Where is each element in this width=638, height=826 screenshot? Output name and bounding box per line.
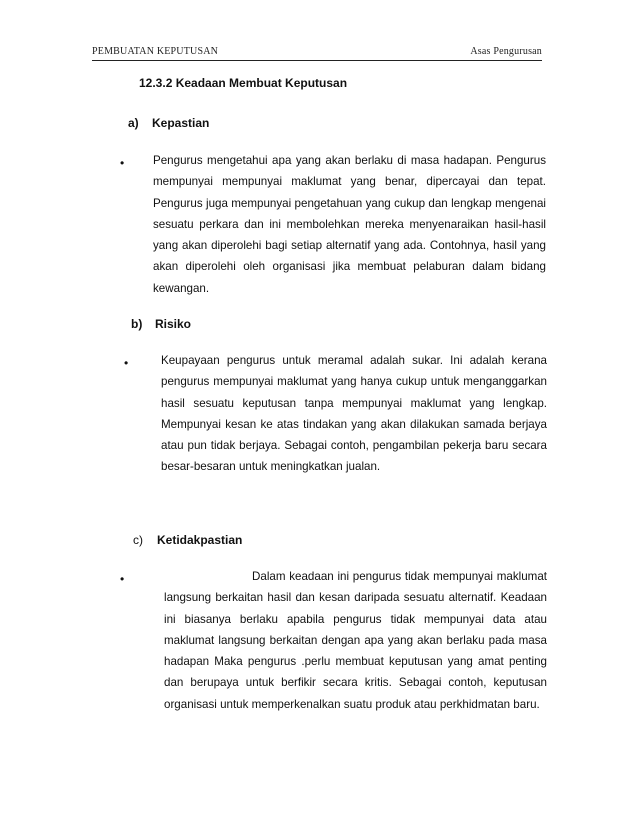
subsection-title-a: Kepastian (152, 116, 210, 130)
bullet-b: • (124, 356, 129, 370)
subsection-heading-c (133, 533, 242, 547)
subsection-title-b: Risiko (155, 317, 192, 331)
paragraph-c-text: Dalam keadaan ini pengurus tidak mempunyai maklumat langsung berkaitan hasil dan kesan daripada sesuatu alternatif. Keadaan ini biasanya berlaku apabila pengurus tidak mempunyai data atau maklumat langsung berkaitan dengan apa yang akan berlaku pada masa hadapan Maka pengurus .perlu membuat keputusan yang amat penting dan berupaya untuk berfikir secara kritis. Sebagai contoh, keputusan organisasi untuk memperkenalkan suatu produk atau perkhidmatan baru. (164, 570, 547, 711)
paragraph-b: Keupayaan pengurus untuk meramal adalah sukar. Ini adalah kerana pengurus mempunyai maklumat yang hanya cukup untuk menganggarkan hasil sesuatu keputusan tanpa mempunyai maklumat yang lengkap. Mempunyai kesan ke atas tindakan yang akan dilakukan samada berjaya atau pun tidak berjaya. Sebagai contoh, pengambilan pekerja baru secara besar-besaran untuk meningkatkan jualan. (161, 354, 547, 474)
subsection-letter-a: a) (128, 116, 139, 130)
bullet-a: • (120, 156, 125, 170)
subsection-heading-b (131, 317, 191, 331)
subsection-letter-b: b) (131, 317, 143, 331)
header-divider (92, 60, 542, 61)
page-header (92, 46, 542, 57)
header-left-title: PEMBUATAN KEPUTUSAN (92, 46, 219, 57)
section-title: 12.3.2 Keadaan Membuat Keputusan (139, 76, 348, 90)
subsection-letter-c: c) (133, 533, 143, 547)
subsection-heading-a (128, 116, 209, 130)
header-right-title: Asas Pengurusan (470, 46, 542, 57)
paragraph-a: Pengurus mengetahui apa yang akan berlaku di masa hadapan. Pengurus mempunyai mempunyai maklumat yang benar, dipercayai dan tepat. Pengurus juga mempunyai pengetahuan yang cukup dan lengkap mengenai sesuatu perkara dan ini membolehkan mereka menyenaraikan hasil-hasil yang akan diperolehi bagi setiap alternatif yang ada. Contohnya, hasil yang akan diperolehi oleh organisasi jika membuat pelaburan dalam bidang kewangan. (153, 154, 546, 295)
subsection-title-c: Ketidakpastian (157, 533, 243, 547)
paragraph-c (164, 566, 547, 715)
bullet-c: • (120, 572, 125, 586)
